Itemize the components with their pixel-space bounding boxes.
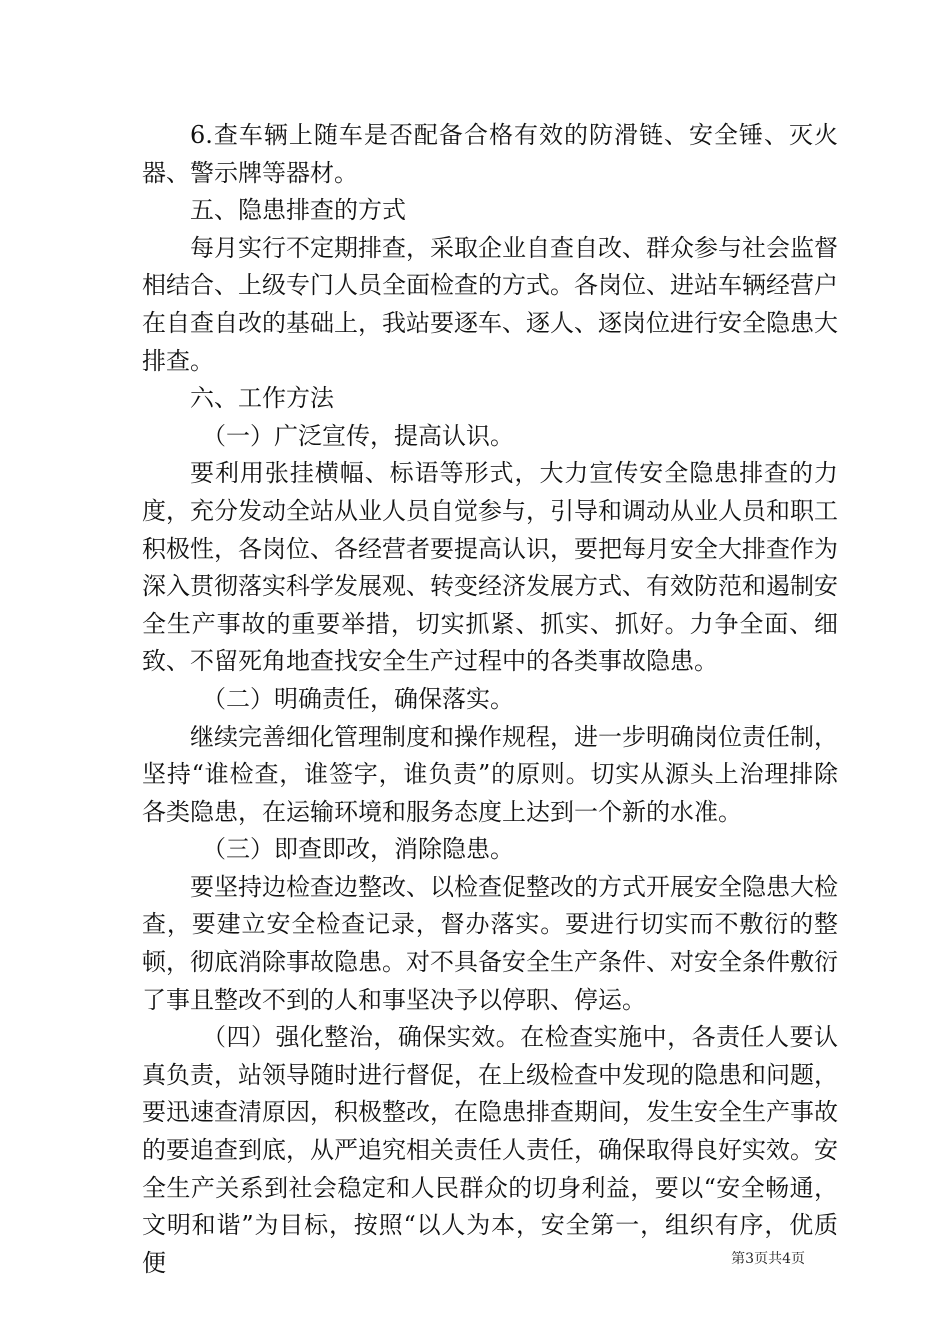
subheading-2: （二）明确责任，确保落实。 [202,684,514,713]
paragraph-publicity: 要利用张挂横幅、标语等形式，大力宣传安全隐患排查的力度，充分发动全站从业人员自觉参与，引导和调动从业人员和职工积极性，各岗位、各经营者要提高认识，要把每月安全大排查作为深入贯彻落实科学发展观、转变经济发展方式、有效防范和遏制安全生产事故的重要举措，切实抓紧、抓实、抓好。力争全面、细致、不留死角地查找安全生产过程中的各类事故隐患。 [142,459,838,676]
section-heading-6: 六、工作方法 [190,384,334,413]
paragraph-inspection-method: 每月实行不定期排查，采取企业自查自改、群众参与社会监督相结合、上级专门人员全面检查的方式。各岗位、进站车辆经营户在自查自改的基础上，我站要逐车、逐人、逐岗位进行安全隐患大排查。 [142,233,838,375]
subheading-3: （三）即查即改，消除隐患。 [202,835,514,864]
section-heading-5: 五、隐患排查的方式 [190,196,406,225]
paragraph-enforcement: （四）强化整治，确保实效。在检查实施中，各责任人要认真负责，站领导随时进行督促，在上级检查中发现的隐患和问题，要迅速查清原因，积极整改，在隐患排查期间，发生安全生产事故的要追查到底，从严追究相关责任人责任，确保取得良好实效。安全生产关系到社会稳定和人民群众的切身利益，要以“安全畅通，文明和谐”为目标，按照“以人为本，安全第一，组织有序，优质便 [142,1023,838,1277]
paragraph-rectification: 要坚持边检查边整改、以检查促整改的方式开展安全隐患大检查，要建立安全检查记录，督办落实。要进行切实而不敷衍的整顿，彻底消除事故隐患。对不具备安全生产条件、对安全条件敷衍了事且整改不到的人和事坚决予以停职、停运。 [142,872,838,1014]
paragraph-responsibility: 继续完善细化管理制度和操作规程，进一步明确岗位责任制，坚持“谁检查，谁签字，谁负责”的原则。切实从源头上治理排除各类隐患，在运输环境和服务态度上达到一个新的水准。 [142,722,838,826]
subheading-1: （一）广泛宣传，提高认识。 [202,421,514,450]
paragraph-item-6: 6.查车辆上随车是否配备合格有效的防滑链、安全锤、灭火器、警示牌等器材。 [142,121,838,187]
document-body [142,117,838,1282]
page-number: 第3页共4页 [731,1251,805,1267]
